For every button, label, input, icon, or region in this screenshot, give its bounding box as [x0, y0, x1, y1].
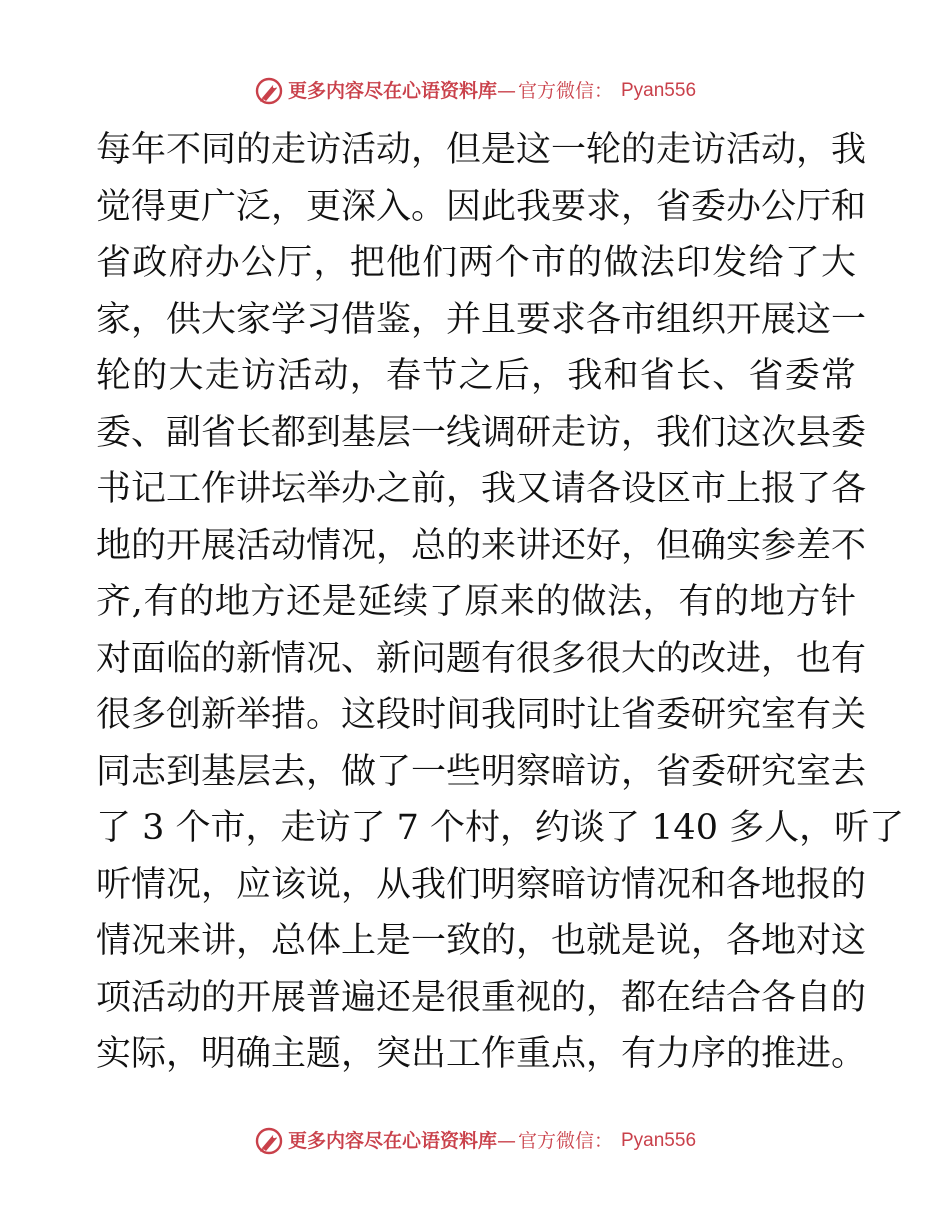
body-line: 同志到基层去，做了一些明察暗访，省委研究室去 — [96, 751, 867, 792]
body-line: 书记工作讲坛举办之前，我又请各设区市上报了各 — [96, 469, 867, 509]
body-line: 觉得更广泛，更深入。因此我要求，省委办公厅和 — [96, 186, 867, 227]
footer-banner — [0, 1126, 950, 1156]
body-line: 省政府办公厅，把他们两个市的做法印发给了大 — [96, 243, 856, 283]
body-line: 了 3 个市，走访了 7 个村，约谈了 140 多人，听了 — [96, 808, 905, 848]
banner-wechat-label: 官方微信： — [517, 80, 613, 102]
banner-separator: — — [496, 80, 516, 102]
banner-wechat-id: Pyan556 — [621, 80, 697, 101]
body-line: 情况来讲，总体上是一致的，也就是说，各地对这 — [96, 921, 867, 961]
body-line: 实际，明确主题，突出工作重点，有力序的推进。 — [96, 1034, 867, 1074]
banner-main-text: 更多内容尽在心语资料库 — [287, 80, 497, 102]
banner-separator: — — [496, 1130, 516, 1152]
header-banner — [0, 76, 950, 106]
pen-nib-logo-icon — [254, 76, 284, 106]
body-line: 轮的大走访活动，春节之后，我和省长、省委常 — [96, 356, 856, 396]
body-line: 项活动的开展普遍还是很重视的，都在结合各自的 — [96, 977, 867, 1018]
body-line: 听情况，应该说，从我们明察暗访情况和各地报的 — [96, 864, 867, 905]
body-line: 地的开展活动情况，总的来讲还好，但确实参差不 — [96, 525, 867, 566]
body-line: 齐,有的地方还是延续了原来的做法，有的地方针 — [96, 582, 856, 622]
banner-main-text: 更多内容尽在心语资料库 — [287, 1130, 497, 1152]
banner-wechat-id: Pyan556 — [621, 1130, 697, 1151]
document-body — [96, 122, 905, 1083]
banner-wechat-label: 官方微信： — [517, 1130, 613, 1152]
pen-nib-logo-icon — [254, 1126, 284, 1156]
body-line: 委、副省长都到基层一线调研走访，我们这次县委 — [96, 412, 867, 453]
body-line: 很多创新举措。这段时间我同时让省委研究室有关 — [96, 695, 867, 735]
body-line: 家，供大家学习借鉴，并且要求各市组织开展这一 — [96, 299, 867, 340]
body-line: 每年不同的走访活动，但是这一轮的走访活动，我 — [96, 130, 867, 170]
body-line: 对面临的新情况、新问题有很多很大的改进，也有 — [96, 638, 867, 679]
